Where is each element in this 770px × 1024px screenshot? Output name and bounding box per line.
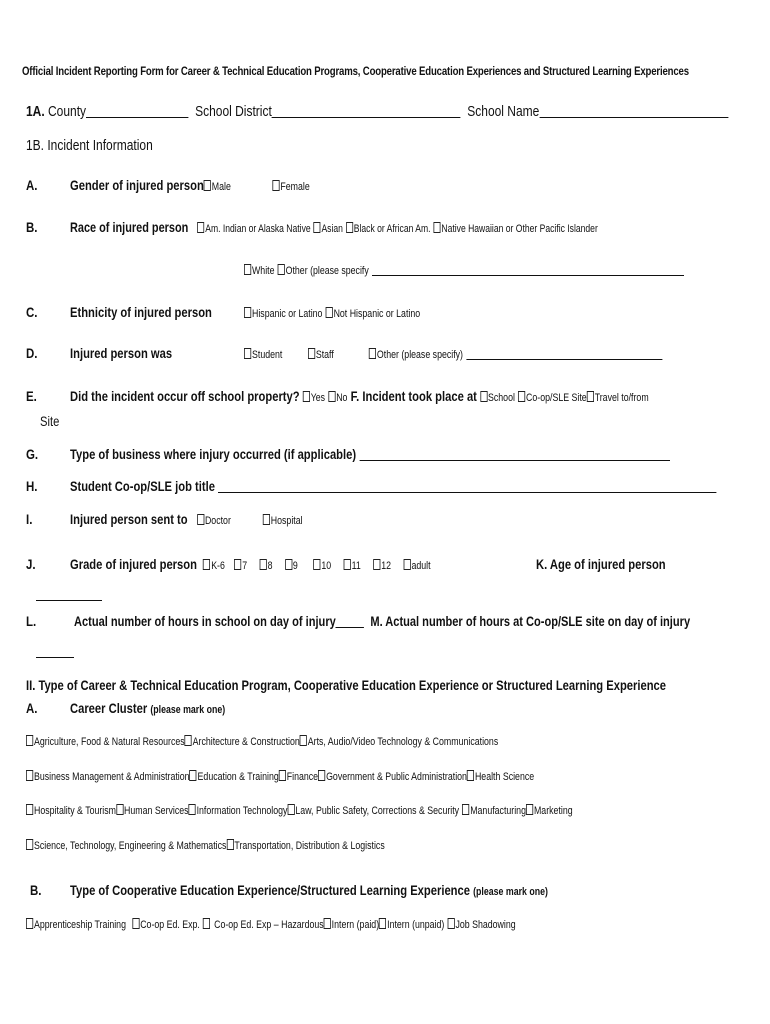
cluster-hospitality-checkbox[interactable] bbox=[26, 804, 33, 815]
not-hispanic-label: Not Hispanic or Latino bbox=[333, 308, 421, 320]
apprenticeship-label: Apprenticeship Training bbox=[34, 919, 126, 931]
ethnicity-question: Ethnicity of injured person bbox=[70, 304, 212, 320]
travel-label: Travel to/from bbox=[594, 392, 649, 404]
cluster-arts-label: Arts, Audio/Video Technology & Communications bbox=[307, 736, 499, 748]
cluster-hospitality-label: Hospitality & Tourism bbox=[34, 805, 116, 817]
hospital-label: Hospital bbox=[270, 515, 303, 527]
staff-label: Staff bbox=[315, 349, 334, 361]
item-h bbox=[70, 478, 716, 494]
other-person-field[interactable] bbox=[466, 347, 662, 360]
apprenticeship-checkbox[interactable] bbox=[26, 918, 33, 929]
cluster-agriculture-checkbox[interactable] bbox=[26, 735, 33, 746]
cluster-finance-label: Finance bbox=[286, 771, 319, 783]
yes-checkbox[interactable] bbox=[303, 391, 310, 402]
cluster-education-checkbox[interactable] bbox=[190, 770, 197, 781]
intern-paid-label: Intern (paid) bbox=[331, 919, 380, 931]
cluster-finance-checkbox[interactable] bbox=[279, 770, 286, 781]
gender-question: Gender of injured person bbox=[70, 177, 204, 193]
yes-label: Yes bbox=[310, 392, 326, 404]
section-2a-heading bbox=[70, 700, 225, 716]
item-g bbox=[70, 446, 670, 462]
age-question: K. Age of injured person bbox=[536, 556, 666, 572]
cluster-arts-checkbox[interactable] bbox=[300, 735, 307, 746]
grade-question: Grade of injured person bbox=[70, 556, 197, 572]
school-name-field[interactable] bbox=[539, 105, 728, 118]
male-label: Male bbox=[211, 181, 231, 193]
cluster-marketing-label: Marketing bbox=[533, 805, 573, 817]
student-checkbox[interactable] bbox=[244, 348, 251, 359]
doctor-checkbox[interactable] bbox=[197, 514, 204, 525]
coop-hazardous-label: Co-op Ed. Exp – Hazardous bbox=[214, 919, 324, 931]
grade-7-checkbox[interactable] bbox=[234, 559, 241, 570]
race-other-label: Other (please specify bbox=[285, 265, 369, 277]
grade-k6-checkbox[interactable] bbox=[203, 559, 210, 570]
other-person-checkbox[interactable] bbox=[369, 348, 376, 359]
coop-ed-label: Co-op Ed. Exp. bbox=[140, 919, 200, 931]
race-black-checkbox[interactable] bbox=[346, 222, 353, 233]
cluster-stem-label: Science, Technology, Engineering & Mathematics bbox=[34, 840, 227, 852]
grade-9-checkbox[interactable] bbox=[285, 559, 292, 570]
race-am-indian-label: Am. Indian or Alaska Native bbox=[205, 223, 311, 235]
item-a bbox=[70, 177, 310, 193]
section-2b-heading bbox=[70, 882, 548, 898]
race-white-checkbox[interactable] bbox=[244, 264, 251, 275]
item-d-letter: D. bbox=[26, 345, 38, 361]
grade-12-label: 12 bbox=[381, 560, 392, 572]
race-white-label: White bbox=[252, 265, 275, 277]
grade-8-label: 8 bbox=[267, 560, 273, 572]
grade-11-checkbox[interactable] bbox=[344, 559, 351, 570]
cluster-human-services-checkbox[interactable] bbox=[116, 804, 123, 815]
site-hours-field[interactable] bbox=[36, 643, 74, 661]
item-h-letter: H. bbox=[26, 478, 38, 494]
item-e-letter: E. bbox=[26, 388, 37, 404]
cluster-row-3 bbox=[26, 801, 573, 817]
section-2b-letter: B. bbox=[30, 882, 42, 898]
section-2-heading: II. Type of Career & Technical Education Program, Cooperative Education Experience or Structured Learning Experience bbox=[26, 677, 667, 693]
item-i-letter: I. bbox=[26, 511, 33, 527]
school-hours-field[interactable] bbox=[336, 615, 364, 628]
school-hours-question: Actual number of hours in school on day of injury bbox=[74, 613, 336, 629]
school-district-field[interactable] bbox=[272, 105, 461, 118]
job-title-field[interactable] bbox=[218, 480, 716, 493]
cluster-government-checkbox[interactable] bbox=[318, 770, 325, 781]
section-1a-label: 1A. bbox=[26, 103, 45, 120]
intern-unpaid-checkbox[interactable] bbox=[379, 918, 386, 929]
race-asian-checkbox[interactable] bbox=[314, 222, 321, 233]
item-c-options bbox=[244, 304, 420, 320]
grade-10-checkbox[interactable] bbox=[313, 559, 320, 570]
cluster-row-4 bbox=[26, 836, 385, 852]
item-b-letter: B. bbox=[26, 219, 38, 235]
race-hawaiian-label: Native Hawaiian or Other Pacific Islander bbox=[441, 223, 598, 235]
item-l-m bbox=[74, 613, 690, 629]
cluster-law-label: Law, Public Safety, Corrections & Security bbox=[295, 805, 460, 817]
grade-9-label: 9 bbox=[292, 560, 298, 572]
career-cluster-label: Career Cluster bbox=[70, 700, 148, 716]
cluster-business-checkbox[interactable] bbox=[26, 770, 33, 781]
form-title: Official Incident Reporting Form for Career & Technical Education Programs, Cooperative Education Experiences and Structured Learning Experiences bbox=[22, 64, 689, 78]
took-place-question: F. Incident took place at bbox=[350, 388, 477, 404]
section-1b-heading: 1B. Incident Information bbox=[26, 137, 153, 154]
race-other-checkbox[interactable] bbox=[278, 264, 285, 275]
item-g-letter: G. bbox=[26, 446, 39, 462]
age-field[interactable] bbox=[36, 586, 102, 604]
coop-site-label: Co-op/SLE Site bbox=[526, 392, 587, 404]
item-j-letter: J. bbox=[26, 556, 36, 572]
coop-site-checkbox[interactable] bbox=[518, 391, 525, 402]
section-1a bbox=[26, 104, 728, 120]
female-checkbox[interactable] bbox=[272, 180, 279, 191]
hispanic-label: Hispanic or Latino bbox=[252, 308, 323, 320]
school-label: School bbox=[488, 392, 515, 404]
item-d-options bbox=[244, 345, 662, 361]
coop-type-options bbox=[26, 915, 516, 931]
cluster-manufacturing-label: Manufacturing bbox=[470, 805, 526, 817]
race-question: Race of injured person bbox=[70, 219, 189, 235]
other-person-label: Other (please specify) bbox=[376, 349, 463, 361]
grade-12-checkbox[interactable] bbox=[373, 559, 380, 570]
grade-adult-label: adult bbox=[411, 560, 431, 572]
job-shadowing-label: Job Shadowing bbox=[455, 919, 516, 931]
cluster-stem-checkbox[interactable] bbox=[26, 839, 33, 850]
race-black-label: Black or African Am. bbox=[353, 223, 431, 235]
business-type-question: Type of business where injury occurred (if applicable) bbox=[70, 446, 357, 462]
item-b-row2 bbox=[244, 261, 684, 277]
coop-hazardous-checkbox[interactable] bbox=[203, 918, 210, 929]
race-am-indian-checkbox[interactable] bbox=[197, 222, 204, 233]
item-a-letter: A. bbox=[26, 177, 38, 193]
no-checkbox[interactable] bbox=[328, 391, 335, 402]
item-l-letter: L. bbox=[26, 613, 37, 629]
item-i bbox=[70, 511, 303, 527]
cluster-marketing-checkbox[interactable] bbox=[526, 804, 533, 815]
career-cluster-note: (please mark one) bbox=[150, 704, 226, 716]
cluster-transportation-label: Transportation, Distribution & Logistics bbox=[234, 840, 385, 852]
intern-paid-checkbox[interactable] bbox=[324, 918, 331, 929]
no-label: No bbox=[336, 392, 348, 404]
staff-checkbox[interactable] bbox=[308, 348, 315, 359]
grade-adult-checkbox[interactable] bbox=[403, 559, 410, 570]
cluster-transportation-checkbox[interactable] bbox=[226, 839, 233, 850]
item-j bbox=[70, 556, 431, 572]
cluster-human-services-label: Human Services bbox=[124, 805, 189, 817]
cluster-architecture-checkbox[interactable] bbox=[185, 735, 192, 746]
site-wrap-text: Site bbox=[40, 413, 60, 429]
item-c-letter: C. bbox=[26, 304, 38, 320]
school-checkbox[interactable] bbox=[480, 391, 487, 402]
cluster-business-label: Business Management & Administration bbox=[34, 771, 190, 783]
cluster-architecture-label: Architecture & Construction bbox=[192, 736, 300, 748]
female-label: Female bbox=[280, 181, 310, 193]
job-shadowing-checkbox[interactable] bbox=[447, 918, 454, 929]
injured-person-question: Injured person was bbox=[70, 345, 173, 361]
cluster-health-checkbox[interactable] bbox=[467, 770, 474, 781]
grade-7-label: 7 bbox=[242, 560, 248, 572]
county-field[interactable] bbox=[86, 105, 188, 118]
race-other-field[interactable] bbox=[372, 263, 684, 276]
male-checkbox[interactable] bbox=[204, 180, 211, 191]
grade-10-label: 10 bbox=[321, 560, 332, 572]
hospital-checkbox[interactable] bbox=[263, 514, 270, 525]
coop-type-note: (please mark one) bbox=[473, 886, 548, 898]
hispanic-checkbox[interactable] bbox=[244, 307, 251, 318]
cluster-it-label: Information Technology bbox=[196, 805, 288, 817]
race-hawaiian-checkbox[interactable] bbox=[434, 222, 441, 233]
cluster-government-label: Government & Public Administration bbox=[326, 771, 467, 783]
school-name-label: School Name bbox=[467, 103, 540, 120]
grade-8-checkbox[interactable] bbox=[260, 559, 267, 570]
section-2a-letter: A. bbox=[26, 700, 38, 716]
district-label: School District bbox=[195, 103, 272, 120]
business-type-field[interactable] bbox=[359, 448, 669, 461]
doctor-label: Doctor bbox=[204, 515, 231, 527]
intern-unpaid-label: Intern (unpaid) bbox=[387, 919, 445, 931]
item-b bbox=[70, 219, 598, 235]
student-label: Student bbox=[252, 349, 283, 361]
race-asian-label: Asian bbox=[321, 223, 343, 235]
county-label: County bbox=[48, 103, 87, 120]
sent-to-question: Injured person sent to bbox=[70, 511, 188, 527]
cluster-it-checkbox[interactable] bbox=[189, 804, 196, 815]
site-hours-question: M. Actual number of hours at Co-op/SLE site on day of injury bbox=[370, 613, 691, 629]
cluster-manufacturing-checkbox[interactable] bbox=[462, 804, 469, 815]
cluster-health-label: Health Science bbox=[474, 771, 535, 783]
coop-type-label: Type of Cooperative Education Experience/Structured Learning Experience bbox=[70, 882, 470, 898]
grade-k6-label: K-6 bbox=[211, 560, 225, 572]
cluster-law-checkbox[interactable] bbox=[287, 804, 294, 815]
not-hispanic-checkbox[interactable] bbox=[326, 307, 333, 318]
grade-11-label: 11 bbox=[351, 560, 361, 572]
job-title-question: Student Co-op/SLE job title bbox=[70, 478, 215, 494]
item-e-f bbox=[70, 388, 649, 404]
off-property-question: Did the incident occur off school property? bbox=[70, 388, 300, 404]
travel-checkbox[interactable] bbox=[587, 391, 594, 402]
cluster-row-1 bbox=[26, 732, 498, 748]
coop-ed-checkbox[interactable] bbox=[132, 918, 139, 929]
cluster-education-label: Education & Training bbox=[197, 771, 279, 783]
cluster-agriculture-label: Agriculture, Food & Natural Resources bbox=[34, 736, 185, 748]
cluster-row-2 bbox=[26, 767, 534, 783]
